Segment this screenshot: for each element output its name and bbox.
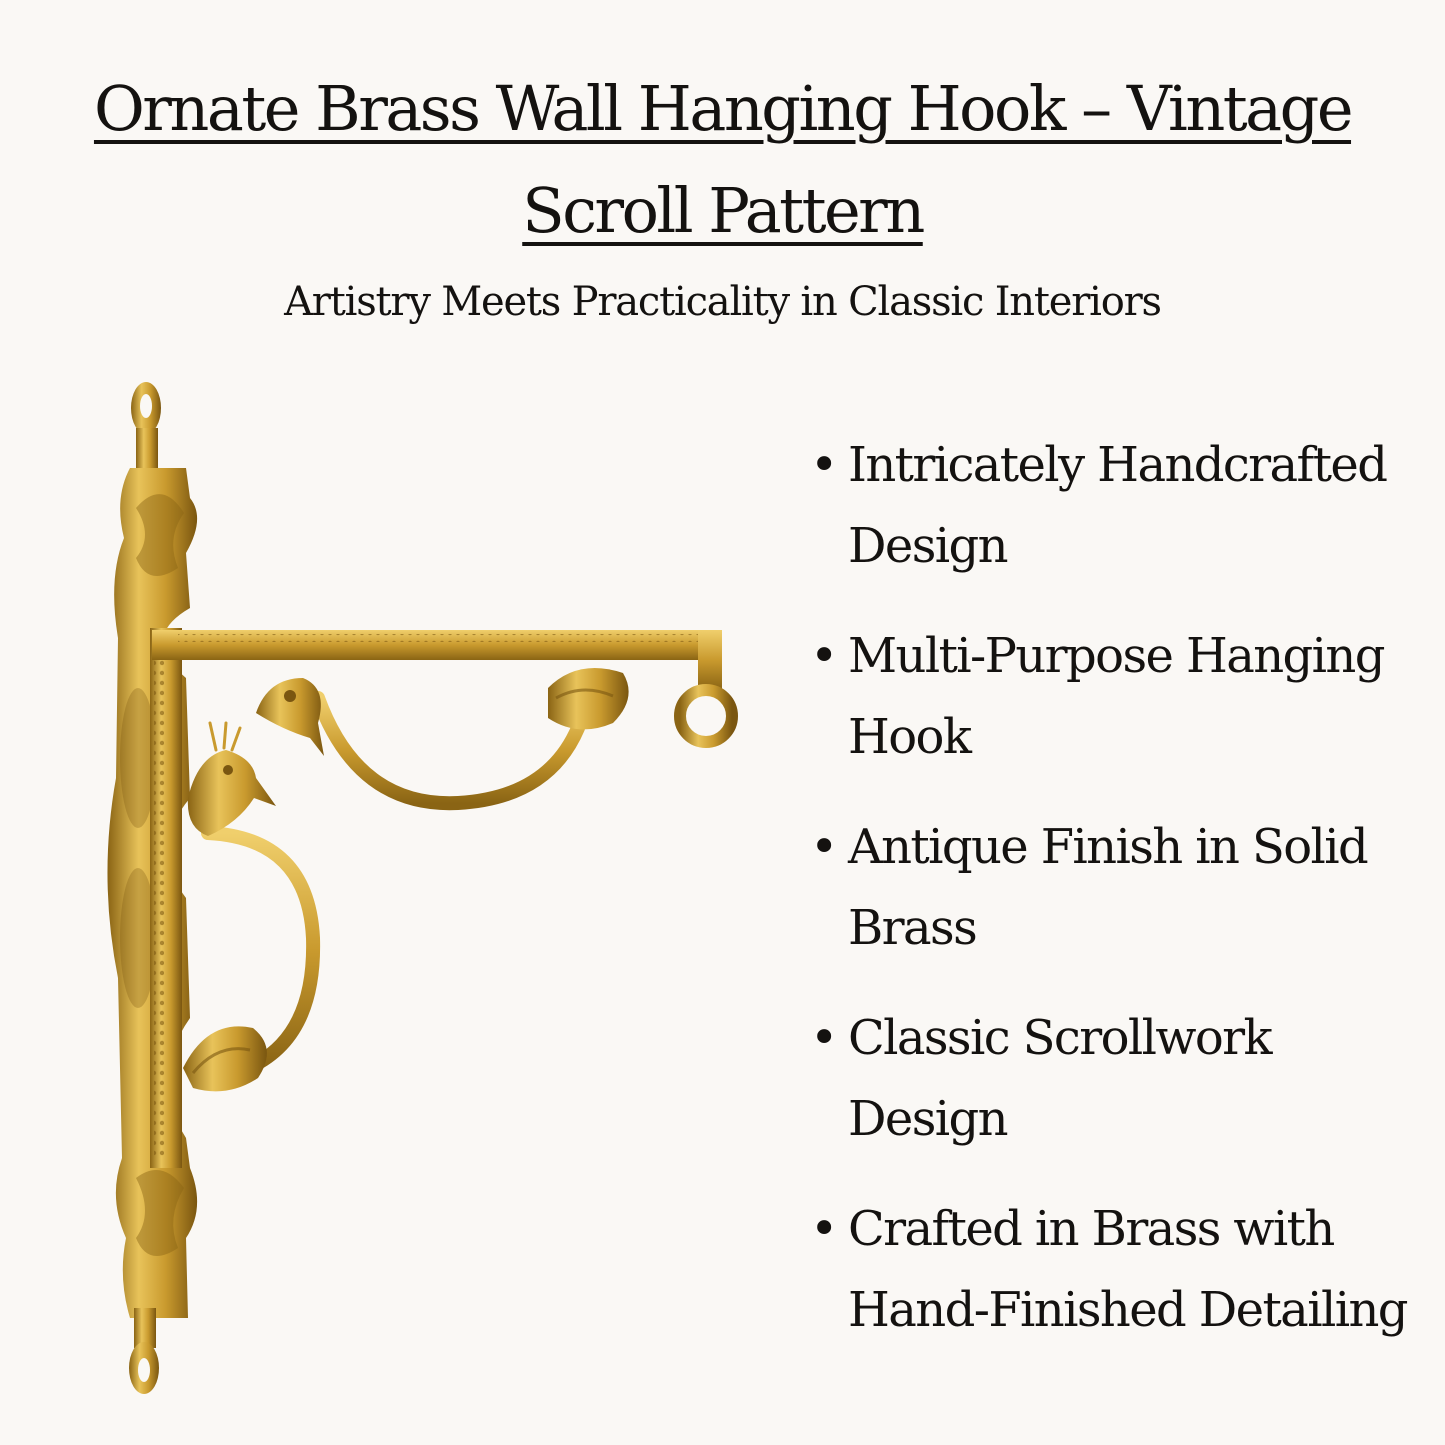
bullet-icon: • (810, 819, 837, 875)
top-mounting-ring (131, 382, 161, 468)
list-item (806, 616, 1436, 778)
horizontal-arm (152, 630, 732, 742)
page-subtitle: Artistry Meets Practicality in Classic Interiors (284, 279, 1161, 325)
feature-list (806, 425, 1436, 1380)
feature-text: Intricately Handcrafted Design (848, 437, 1387, 574)
list-item (806, 998, 1436, 1160)
bullet-icon: • (810, 437, 837, 493)
page-title: Ornate Brass Wall Hanging Hook – Vintage Scroll Pattern (93, 72, 1352, 247)
lower-peacock-scroll (183, 723, 313, 1091)
feature-text: Crafted in Brass with Hand-Finished Detailing (848, 1201, 1407, 1338)
upper-peacock-scroll (256, 668, 629, 803)
bullet-icon: • (810, 1010, 837, 1066)
feature-text: Antique Finish in Solid Brass (848, 819, 1368, 956)
list-item (806, 807, 1436, 969)
bottom-mounting-ring (129, 1308, 159, 1394)
brass-peacock-wall-bracket-icon (78, 378, 758, 1408)
list-item (806, 425, 1436, 587)
bullet-icon: • (810, 628, 837, 684)
feature-text: Multi-Purpose Hanging Hook (848, 628, 1384, 765)
wall-back-plate (107, 468, 197, 1318)
bullet-icon: • (810, 1201, 837, 1257)
feature-text: Classic Scrollwork Design (848, 1010, 1271, 1147)
list-item (806, 1189, 1436, 1351)
